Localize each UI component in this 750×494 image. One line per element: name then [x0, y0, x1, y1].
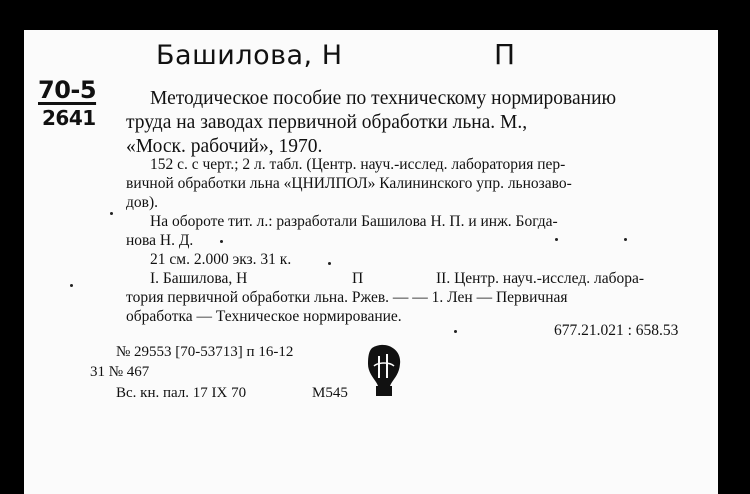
- register-number: 31 № 467: [90, 364, 150, 380]
- call-number-top: 70-5: [38, 76, 97, 104]
- description-line-3: дов).: [126, 194, 158, 211]
- description-line-6: 21 см. 2.000 экз. 31 к.: [150, 251, 292, 268]
- description-line-8: П: [352, 270, 364, 287]
- speck-mark: [555, 238, 558, 241]
- title-line-1: Методическое пособие по техническому нормированию: [150, 88, 617, 109]
- description-line-11: обработка — Техническое нормирование.: [126, 308, 402, 325]
- classification-index: 677.21.021 : 658.53: [554, 322, 679, 339]
- handwritten-author: Башилова, Н: [156, 40, 343, 71]
- speck-mark: [328, 262, 331, 265]
- description-line-7: I. Башилова, Н: [150, 270, 248, 287]
- description-line-10: тория первичной обработки льна. Ржев. — — 1. Лен — Первичная: [126, 289, 568, 306]
- imprint-line: Вс. кн. пал. 17 IX 70: [116, 385, 247, 401]
- description-line-1: 152 с. с черт.; 2 л. табл. (Центр. науч.-исслед. лаборатория пер-: [150, 156, 566, 173]
- title-line-3: «Моск. рабочий», 1970.: [126, 136, 323, 157]
- speck-mark: [454, 330, 457, 333]
- description-line-4: На обороте тит. л.: разработали Башилова Н. П. и инж. Богда-: [150, 213, 558, 230]
- speck-mark: [220, 240, 223, 243]
- record-number: № 29553 [70-53713] п 16-12: [116, 344, 294, 360]
- speck-mark: [624, 238, 627, 241]
- description-line-2: вичной обработки льна «ЦНИЛПОЛ» Калининского упр. льнозаво-: [126, 175, 572, 192]
- title-line-2: труда на заводах первичной обработки льна. М.,: [126, 112, 528, 133]
- description-line-9: II. Центр. науч.-исслед. лабора-: [436, 270, 645, 287]
- description-line-5: нова Н. Д.: [126, 232, 194, 249]
- handwritten-initial: П: [494, 38, 516, 71]
- speck-mark: [110, 212, 113, 215]
- catalog-card: [24, 30, 718, 494]
- stamp-code: М545: [312, 385, 348, 401]
- speck-mark: [70, 284, 73, 287]
- call-number-bottom: 2641: [42, 106, 96, 130]
- ink-stamp-icon: [364, 342, 404, 400]
